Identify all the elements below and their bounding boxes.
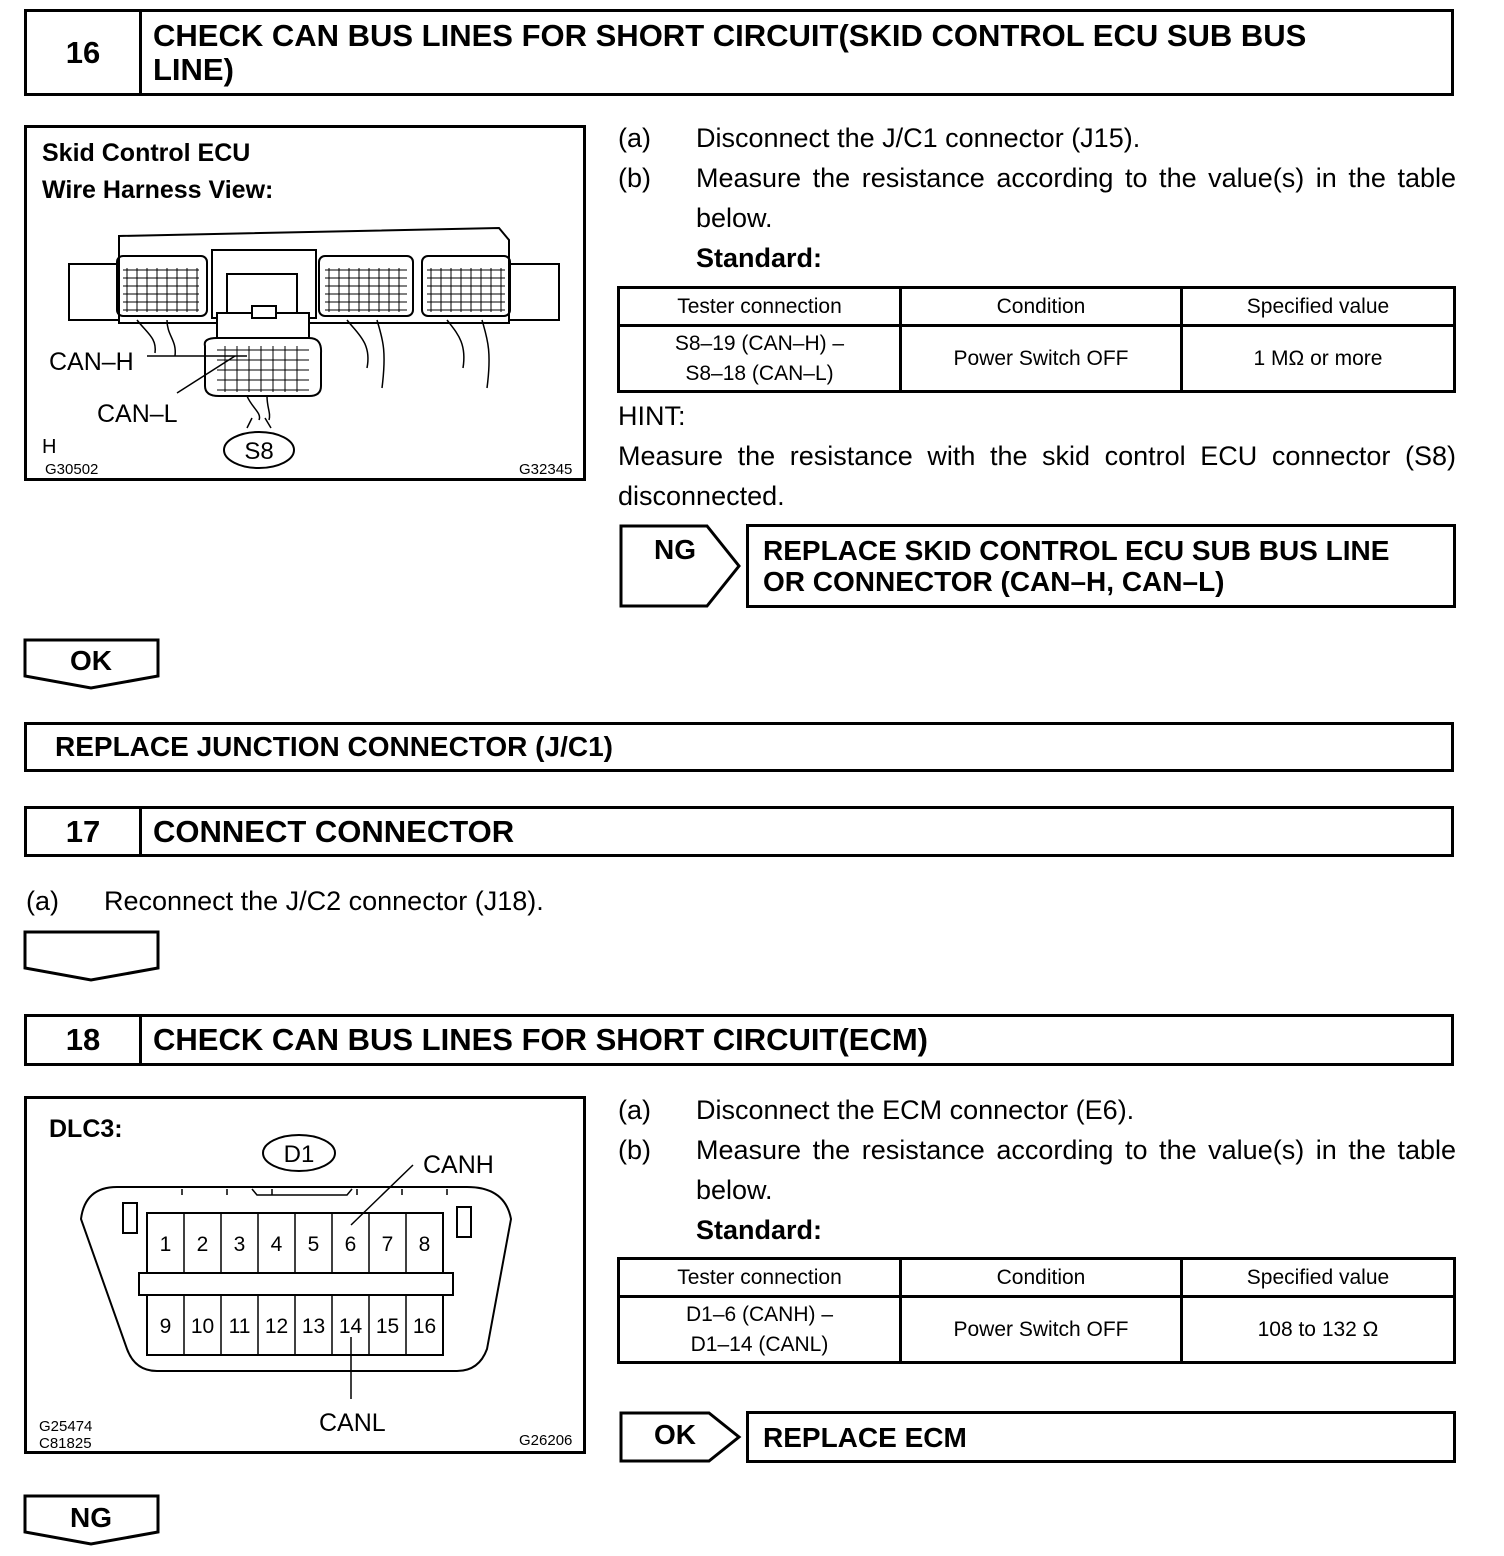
label-can-l: CAN–L bbox=[97, 400, 178, 428]
ng-result-line1: REPLACE SKID CONTROL ECU SUB BUS LINE bbox=[763, 535, 1390, 566]
figure-code-right: G32345 bbox=[519, 461, 573, 478]
step17-instruction-a bbox=[26, 881, 926, 921]
figure-title: DLC3: bbox=[49, 1115, 123, 1143]
figure-code-left: G30502 bbox=[45, 461, 99, 478]
figure-title-line1: Skid Control ECU bbox=[42, 139, 251, 167]
step16-spec-table bbox=[617, 286, 1456, 393]
step-number: 17 bbox=[27, 809, 142, 854]
pin-label-3: 3 bbox=[233, 1233, 246, 1256]
skid-control-ecu-figure bbox=[24, 125, 586, 481]
s8-callout-label: S8 bbox=[244, 438, 274, 465]
connection-line2: S8–18 (CAN–L) bbox=[685, 361, 834, 385]
replace-jc1-box: REPLACE JUNCTION CONNECTOR (J/C1) bbox=[24, 722, 1454, 772]
table-header: Tester connection bbox=[619, 1259, 901, 1297]
center-divider bbox=[139, 1273, 453, 1295]
table-header: Tester connection bbox=[619, 288, 901, 326]
pin-label-16: 16 bbox=[412, 1315, 437, 1338]
down-arrow-shape bbox=[23, 930, 161, 982]
item-text-body: Measure the resistance according to the value(s) in the table below. bbox=[696, 1135, 1456, 1205]
pin-label-11: 11 bbox=[228, 1315, 251, 1338]
ng-label: NG bbox=[70, 1502, 112, 1533]
left-latch bbox=[123, 1203, 137, 1233]
ng-label: NG bbox=[654, 534, 696, 565]
pin-label-6: 6 bbox=[344, 1233, 357, 1256]
step-18-header bbox=[24, 1014, 1454, 1066]
step16-instruction-b bbox=[618, 158, 1456, 278]
step18-instruction-a bbox=[618, 1090, 1456, 1130]
table-header: Condition bbox=[901, 288, 1182, 326]
dlc3-connector-diagram bbox=[27, 1099, 583, 1451]
item-text: Disconnect the J/C1 connector (J15). bbox=[696, 123, 1141, 153]
pin-label-1: 1 bbox=[159, 1233, 172, 1256]
step-title bbox=[153, 12, 1441, 93]
step-number: 16 bbox=[27, 12, 142, 93]
table-cell-value: 1 MΩ or more bbox=[1182, 326, 1455, 392]
step-title: CHECK CAN BUS LINES FOR SHORT CIRCUIT(ECM) bbox=[153, 1022, 928, 1057]
figure-code-left2: C81825 bbox=[39, 1435, 92, 1451]
ok-label: OK bbox=[654, 1419, 696, 1450]
item-label: (b) bbox=[618, 1135, 651, 1165]
label-canh: CANH bbox=[423, 1151, 494, 1179]
pin-label-15: 15 bbox=[375, 1315, 400, 1338]
step-16-header bbox=[24, 9, 1454, 96]
table-cell-connection bbox=[619, 326, 901, 392]
item-text bbox=[696, 1130, 1456, 1250]
connection-line1: S8–19 (CAN–H) – bbox=[674, 331, 845, 355]
s8-wires bbox=[247, 396, 271, 428]
connection-line2: D1–14 (CANL) bbox=[690, 1332, 829, 1356]
table-header: Specified value bbox=[1182, 1259, 1455, 1297]
figure-title-line2: Wire Harness View: bbox=[42, 176, 274, 204]
step18-instruction-b bbox=[618, 1130, 1456, 1250]
ecu-body-drawing bbox=[69, 228, 559, 323]
item-text bbox=[696, 158, 1456, 278]
ng-result-box bbox=[746, 524, 1456, 608]
step18-spec-table bbox=[617, 1257, 1456, 1364]
label-can-h: CAN–H bbox=[49, 348, 134, 376]
table-header: Specified value bbox=[1182, 288, 1455, 326]
figure-code-right: G26206 bbox=[519, 1432, 573, 1449]
item-text-body: Measure the resistance according to the value(s) in the table below. bbox=[696, 163, 1456, 233]
item-label: (a) bbox=[618, 1095, 651, 1125]
ecu-connector-diagram bbox=[27, 128, 583, 478]
d1-callout-label: D1 bbox=[283, 1141, 315, 1168]
ng-result-line2: OR CONNECTOR (CAN–H, CAN–L) bbox=[763, 566, 1225, 597]
ok-result-box: REPLACE ECM bbox=[746, 1411, 1456, 1463]
step16-instruction-a bbox=[618, 118, 1456, 158]
standard-label: Standard: bbox=[696, 243, 823, 273]
pin-label-7: 7 bbox=[381, 1233, 394, 1256]
table-cell-value: 108 to 132 Ω bbox=[1182, 1297, 1455, 1363]
hint-text: Measure the resistance with the skid control ECU connector (S8) disconnected. bbox=[618, 441, 1456, 511]
pin-label-9: 9 bbox=[159, 1315, 172, 1338]
step-title-line1: CHECK CAN BUS LINES FOR SHORT CIRCUIT(SKID CONTROL ECU SUB BUS bbox=[153, 17, 1307, 53]
step-title-line2: LINE) bbox=[153, 51, 234, 87]
item-text: Disconnect the ECM connector (E6). bbox=[696, 1095, 1135, 1125]
table-cell-condition: Power Switch OFF bbox=[901, 326, 1182, 392]
hint-label: HINT: bbox=[618, 401, 686, 431]
step-number: 18 bbox=[27, 1017, 142, 1063]
right-latch bbox=[457, 1207, 471, 1237]
pin-label-2: 2 bbox=[196, 1233, 209, 1256]
pin-label-12: 12 bbox=[264, 1315, 289, 1338]
step-17-header bbox=[24, 806, 1454, 857]
pin-label-10: 10 bbox=[190, 1315, 215, 1338]
pin-label-4: 4 bbox=[270, 1233, 283, 1256]
connection-line1: D1–6 (CANH) – bbox=[685, 1302, 834, 1326]
figure-code-left1: G25474 bbox=[39, 1418, 93, 1435]
pin-label-13: 13 bbox=[301, 1315, 326, 1338]
corner-h: H bbox=[42, 436, 57, 458]
pin-label-5: 5 bbox=[307, 1233, 320, 1256]
s8-connector bbox=[205, 306, 321, 396]
item-label: (a) bbox=[618, 123, 651, 153]
table-header: Condition bbox=[901, 1259, 1182, 1297]
step-title: CONNECT CONNECTOR bbox=[153, 813, 515, 849]
ok-label: OK bbox=[70, 645, 112, 676]
dlc3-figure bbox=[24, 1096, 586, 1454]
table-cell-connection bbox=[619, 1297, 901, 1363]
standard-label: Standard: bbox=[696, 1215, 823, 1245]
table-cell-condition: Power Switch OFF bbox=[901, 1297, 1182, 1363]
pin-label-8: 8 bbox=[418, 1233, 431, 1256]
item-label: (a) bbox=[26, 886, 59, 916]
item-label: (b) bbox=[618, 163, 651, 193]
pin-label-14: 14 bbox=[338, 1315, 363, 1338]
label-canl: CANL bbox=[319, 1409, 386, 1437]
item-text: Reconnect the J/C2 connector (J18). bbox=[104, 886, 544, 916]
